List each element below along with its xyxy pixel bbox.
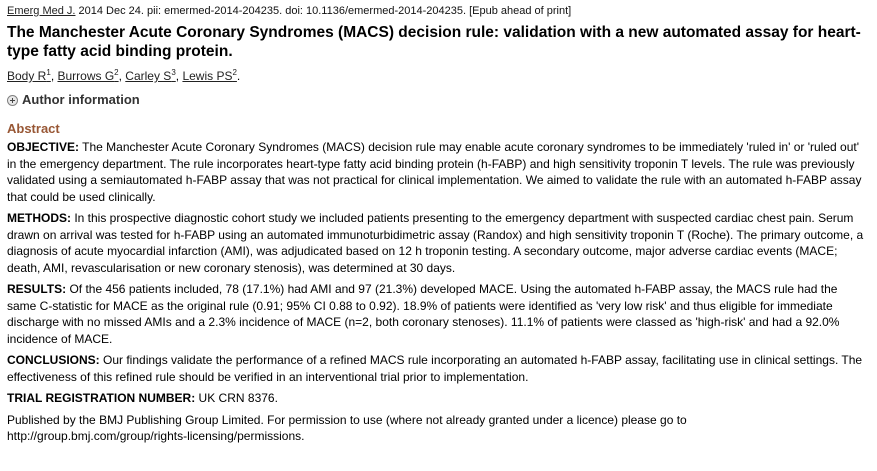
objective-text: The Manchester Acute Coronary Syndromes (MACS) decision rule may enable acute coronary syndromes to be immediately 'ruled in' or 'ruled out' in the emergency department. The rule incorporates heart-type fatty acid binding protein (h-FABP) and high sensitivity troponin T levels. The rule was previously validated using a semiautomated h-FABP assay that was not practical for clinical implementation. We aimed to validate the rule with an automated h-FABP assay that could be used clinically. bbox=[7, 140, 862, 204]
author-link[interactable]: Body $R^1$ bbox=[7, 68, 51, 83]
author-list bbox=[7, 68, 869, 84]
journal-link[interactable]: Emerg Med J. bbox=[7, 5, 76, 17]
expand-plus-icon[interactable] bbox=[7, 95, 18, 106]
trial-registration-label: TRIAL REGISTRATION NUMBER: bbox=[7, 391, 196, 405]
author-link[interactable]: Carley $S^3$ bbox=[125, 68, 176, 83]
author-link[interactable]: Lewis $PS^2$ bbox=[182, 68, 237, 83]
author-separator: . bbox=[236, 69, 241, 83]
author-link[interactable]: Burrows $G^2$ bbox=[57, 68, 119, 83]
objective-section bbox=[7, 139, 869, 205]
trial-registration-text: UK CRN 8376. bbox=[195, 391, 278, 405]
conclusions-section bbox=[7, 352, 869, 385]
author-separator: , bbox=[50, 69, 58, 83]
article-title: The Manchester Acute Coronary Syndromes (MACS) decision rule: validation with a new automated assay for heart-type fatty acid binding protein. bbox=[7, 24, 861, 60]
results-label: RESULTS: bbox=[7, 282, 67, 296]
citation-details: 2014 Dec 24. pii: emermed-2014-204235. doi: 10.1136/emermed-2014-204235. [Epub ahead of print] bbox=[78, 5, 572, 17]
publisher-note: Published by the BMJ Publishing Group Limited. For permission to use (where not already granted under a licence) please go to http://group.bmj.com/group/rights-licensing/permissions. bbox=[7, 412, 687, 443]
objective-label: OBJECTIVE: bbox=[7, 140, 80, 154]
abstract-heading: Abstract bbox=[7, 121, 60, 136]
conclusions-text: Our findings validate the performance of a refined MACS rule incorporating an automated h-FABP assay, facilitating use in clinical settings. The effectiveness of this refined rule should be verified in an interventional trial prior to implementation. bbox=[7, 353, 863, 384]
results-text: Of the 456 patients included, 78 (17.1%) had AMI and 97 (21.3%) developed MACE. Using the automated h-FABP assay, the MACS rule had the same C-statistic for MACE as the original rule (0.91; 95% CI 0.88 to 0.92). 18.9% of patients were identified as 'very low risk' and thus eligible for immediate discharge with no missed AMIs and a 2.3% incidence of MACE (n=2, both coronary stenoses). 11.1% of patients were classed as 'high-risk' and had a 92.0% incidence of MACE. bbox=[7, 282, 840, 346]
methods-text: In this prospective diagnostic cohort study we included patients presenting to the emergency department with suspected cardiac chest pain. Serum drawn on arrival was tested for h-FABP using an automated immunoturbidimetric assay (Randox) and high sensitivity troponin T (Roche). The primary outcome, a diagnosis of acute myocardial infarction (AMI), was adjudicated based on 12 h troponin testing. A secondary outcome, major adverse cardiac events (MACE; death, AMI, revascularisation or new coronary stenosis), was determined at 30 days. bbox=[7, 211, 864, 275]
citation-line bbox=[7, 4, 869, 18]
author-separator: , bbox=[175, 69, 183, 83]
conclusions-label: CONCLUSIONS: bbox=[7, 353, 100, 367]
methods-label: METHODS: bbox=[7, 211, 71, 225]
author-information-toggle[interactable] bbox=[7, 92, 869, 108]
author-information-label: Author information bbox=[22, 92, 140, 107]
trial-registration-section bbox=[7, 390, 869, 407]
methods-section bbox=[7, 210, 869, 276]
author-separator: , bbox=[118, 69, 126, 83]
results-section bbox=[7, 281, 869, 347]
